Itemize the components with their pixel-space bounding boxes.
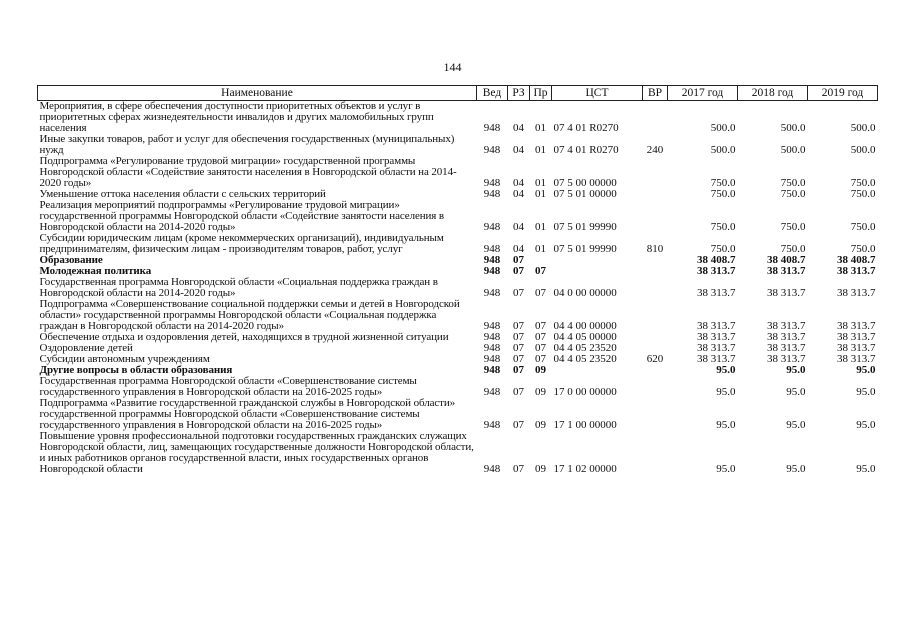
page-number: 144	[443, 60, 462, 74]
cell-pr: 07	[535, 342, 546, 354]
cell-rz: 07	[513, 386, 524, 398]
cell-y2017: 750.0	[710, 177, 736, 189]
table-row	[38, 156, 878, 189]
cell-vr	[643, 299, 668, 332]
cell-cst: 07 5 01 00000	[553, 188, 617, 200]
table-row	[38, 134, 878, 156]
cell-pr: 07	[535, 331, 546, 343]
cell-cst: 04 4 05 00000	[553, 331, 617, 343]
cell-rz: 07	[513, 254, 524, 266]
cell-y2018: 95.0	[786, 364, 806, 376]
cell-name: Иные закупки товаров, работ и услуг для обеспечения государственных (муниципальных) нужд	[39, 133, 455, 156]
table-row	[38, 233, 878, 255]
cell-y2018: 38 313.7	[767, 353, 806, 365]
cell-y2018: 500.0	[780, 122, 806, 134]
cell-y2019: 38 313.7	[837, 342, 876, 354]
cell-rz: 04	[513, 243, 524, 255]
cell-ved: 948	[483, 386, 501, 398]
cell-cst: 04 0 00 00000	[553, 287, 617, 299]
cell-y2018: 750.0	[780, 188, 806, 200]
cell-y2017: 750.0	[710, 188, 736, 200]
header-2017: 2017 год	[668, 86, 738, 101]
cell-cst: 07 4 01 R0270	[553, 144, 619, 156]
cell-y2019: 38 313.7	[837, 353, 876, 365]
cell-rz: 07	[513, 364, 524, 376]
cell-name: Повышение уровня профессиональной подготовки государственных гражданских служащих Новгородской области, лиц, замещающих государственные должности Новгородской области, и иных работников органов государственной власти, иных государственных органов Новгородской области	[39, 430, 474, 475]
cell-name: Государственная программа Новгородской области «Социальная поддержка граждан в Новгородской области на 2014-2020 годы»	[39, 276, 438, 299]
cell-y2018: 750.0	[780, 243, 806, 255]
cell-ved: 948	[483, 144, 501, 156]
cell-y2017: 500.0	[710, 144, 736, 156]
cell-cst: 04 4 05 23520	[553, 353, 617, 365]
table-row	[38, 101, 878, 135]
cell-ved: 948	[483, 463, 501, 475]
cell-y2017: 38 313.7	[697, 342, 736, 354]
cell-ved: 948	[483, 419, 501, 431]
cell-y2019: 95.0	[856, 419, 876, 431]
cell-y2017: 750.0	[710, 221, 736, 233]
cell-y2019: 750.0	[850, 177, 876, 189]
cell-name: Оздоровление детей	[39, 342, 133, 354]
cell-y2017: 95.0	[716, 419, 736, 431]
cell-pr: 09	[535, 364, 546, 376]
cell-rz: 07	[513, 342, 524, 354]
cell-ved: 948	[483, 243, 501, 255]
cell-rz: 07	[513, 463, 524, 475]
cell-y2017: 95.0	[716, 463, 736, 475]
cell-y2019: 500.0	[850, 144, 876, 156]
cell-vr	[643, 266, 668, 277]
budget-table	[37, 85, 878, 475]
cell-name: Другие вопросы в области образования	[39, 364, 233, 376]
cell-rz: 04	[513, 144, 524, 156]
cell-y2019: 38 313.7	[837, 320, 876, 332]
cell-y2017: 500.0	[710, 122, 736, 134]
cell-y2017: 38 313.7	[697, 353, 736, 365]
cell-y2017: 95.0	[716, 364, 736, 376]
cell-cst: 07 5 00 00000	[553, 177, 617, 189]
cell-name: Реализация мероприятий подпрограммы «Регулирование трудовой миграции» государственной программы Новгородской области «Содействие занятости населения в Новгородской области на 2014-2020 годы»	[39, 199, 445, 233]
cell-vr	[643, 156, 668, 189]
cell-rz: 04	[513, 177, 524, 189]
cell-name: Подпрограмма «Регулирование трудовой миграции» государственной программы Новгородской области «Содействие занятости населения в Новгородской области на 2014-2020 годы»	[39, 155, 457, 189]
cell-vr: 240	[646, 144, 664, 156]
cell-name: Субсидии автономным учреждениям	[39, 353, 210, 365]
header-pr: Пр	[530, 86, 552, 101]
cell-pr: 01	[535, 188, 546, 200]
header-name: Наименование	[38, 86, 477, 101]
cell-cst: 17 0 00 00000	[553, 386, 617, 398]
cell-pr: 07	[535, 287, 546, 299]
cell-y2019: 38 408.7	[837, 254, 876, 266]
cell-vr	[643, 101, 668, 135]
cell-y2018: 38 313.7	[767, 320, 806, 332]
header-cst: ЦСТ	[552, 86, 643, 101]
table-body	[38, 101, 878, 476]
header-rz: РЗ	[508, 86, 530, 101]
cell-vr	[643, 376, 668, 398]
cell-y2019: 750.0	[850, 243, 876, 255]
cell-y2019: 38 313.7	[837, 287, 876, 299]
cell-ved: 948	[483, 331, 501, 343]
cell-name: Обеспечение отдыха и оздоровления детей, находящихся в трудной жизненной ситуации	[39, 331, 449, 343]
cell-ved: 948	[483, 364, 501, 376]
cell-vr	[643, 332, 668, 343]
cell-rz: 07	[513, 265, 524, 277]
cell-y2018: 95.0	[786, 463, 806, 475]
cell-y2019: 95.0	[856, 463, 876, 475]
cell-name: Подпрограмма «Развитие государственной гражданской службы в Новгородской области» государственной программы Новгородской области «Совершенствование системы государственного управления в Новгородской области на 2016-2025 годы»	[39, 397, 456, 431]
cell-pr: 01	[535, 144, 546, 156]
cell-cst: 17 1 02 00000	[553, 463, 617, 475]
cell-rz: 04	[513, 122, 524, 134]
cell-y2019: 95.0	[856, 386, 876, 398]
header-ved: Вед	[477, 86, 508, 101]
cell-y2018: 750.0	[780, 221, 806, 233]
table-row	[38, 255, 878, 266]
table-row	[38, 376, 878, 398]
cell-name: Молодежная политика	[39, 265, 152, 277]
cell-pr: 01	[535, 177, 546, 189]
cell-name: Мероприятия, в сфере обеспечения доступности приоритетных объектов и услуг в приоритетных сферах жизнедеятельности инвалидов и других маломобильных групп населения	[39, 100, 434, 134]
cell-y2018: 38 313.7	[767, 265, 806, 277]
cell-cst: 04 4 00 00000	[553, 320, 617, 332]
cell-ved: 948	[483, 188, 501, 200]
cell-y2018: 750.0	[780, 177, 806, 189]
cell-y2018: 95.0	[786, 386, 806, 398]
table-header-row	[38, 86, 878, 101]
cell-vr	[643, 200, 668, 233]
cell-y2019: 500.0	[850, 122, 876, 134]
cell-vr	[643, 255, 668, 266]
cell-vr	[643, 398, 668, 431]
cell-cst: 17 1 00 00000	[553, 419, 617, 431]
cell-y2017: 38 408.7	[697, 254, 736, 266]
cell-ved: 948	[483, 122, 501, 134]
cell-ved: 948	[483, 265, 501, 277]
cell-y2018: 38 313.7	[767, 331, 806, 343]
cell-pr: 09	[535, 463, 546, 475]
cell-rz: 07	[513, 287, 524, 299]
cell-pr: 07	[535, 265, 546, 277]
cell-y2018: 38 313.7	[767, 342, 806, 354]
header-2018: 2018 год	[738, 86, 808, 101]
cell-ved: 948	[483, 353, 501, 365]
cell-y2018: 38 408.7	[767, 254, 806, 266]
cell-name: Подпрограмма «Совершенствование социальной поддержки семьи и детей в Новгородской области» государственной программы Новгородской области «Социальная поддержка граждан в Новгородской области на 2014-2020 годы»	[39, 298, 460, 332]
cell-pr: 09	[535, 386, 546, 398]
cell-ved: 948	[483, 342, 501, 354]
cell-y2017: 38 313.7	[697, 331, 736, 343]
cell-rz: 04	[513, 221, 524, 233]
cell-y2019: 38 313.7	[837, 265, 876, 277]
cell-name: Субсидии юридическим лицам (кроме некоммерческих организаций), индивидуальным предпринимателям, физическим лицам - производителям товаров, работ, услуг	[39, 232, 444, 255]
cell-name: Образование	[39, 254, 103, 266]
cell-vr	[643, 189, 668, 200]
cell-pr: 01	[535, 221, 546, 233]
cell-y2019: 38 313.7	[837, 331, 876, 343]
table-row	[38, 200, 878, 233]
cell-ved: 948	[483, 287, 501, 299]
cell-rz: 07	[513, 320, 524, 332]
cell-vr	[643, 431, 668, 475]
cell-rz: 07	[513, 353, 524, 365]
cell-y2019: 750.0	[850, 188, 876, 200]
cell-cst	[552, 266, 643, 277]
cell-vr: 620	[646, 353, 664, 365]
cell-cst	[552, 255, 643, 266]
cell-ved: 948	[483, 177, 501, 189]
cell-y2018: 38 313.7	[767, 287, 806, 299]
cell-y2017: 95.0	[716, 386, 736, 398]
cell-y2019: 95.0	[856, 364, 876, 376]
cell-ved: 948	[483, 221, 501, 233]
cell-cst: 04 4 05 23520	[553, 342, 617, 354]
table-row	[38, 299, 878, 332]
cell-ved: 948	[483, 320, 501, 332]
cell-y2017: 38 313.7	[697, 320, 736, 332]
cell-rz: 07	[513, 419, 524, 431]
cell-pr: 01	[535, 122, 546, 134]
cell-y2018: 500.0	[780, 144, 806, 156]
cell-pr: 09	[535, 419, 546, 431]
cell-rz: 07	[513, 331, 524, 343]
table-row	[38, 398, 878, 431]
cell-pr: 01	[535, 243, 546, 255]
header-2019: 2019 год	[808, 86, 878, 101]
cell-cst: 07 5 01 99990	[553, 221, 617, 233]
cell-cst: 07 5 01 99990	[553, 243, 617, 255]
cell-y2017: 38 313.7	[697, 287, 736, 299]
table-row	[38, 332, 878, 343]
cell-vr	[643, 277, 668, 299]
cell-vr	[643, 365, 668, 376]
cell-y2017: 38 313.7	[697, 265, 736, 277]
cell-rz: 04	[513, 188, 524, 200]
cell-vr: 810	[646, 243, 664, 255]
cell-name: Уменьшение оттока населения области с сельских территорий	[39, 188, 326, 200]
cell-ved: 948	[483, 254, 501, 266]
cell-pr: 07	[535, 320, 546, 332]
cell-y2019: 750.0	[850, 221, 876, 233]
table-row	[38, 277, 878, 299]
cell-name: Государственная программа Новгородской области «Совершенствование системы государственного управления в Новгородской области на 2016-2025 годы»	[39, 375, 417, 398]
header-vr: ВР	[643, 86, 668, 101]
cell-y2018: 95.0	[786, 419, 806, 431]
table-row	[38, 431, 878, 475]
cell-cst: 07 4 01 R0270	[553, 122, 619, 134]
cell-y2017: 750.0	[710, 243, 736, 255]
cell-pr: 07	[535, 353, 546, 365]
cell-cst	[552, 365, 643, 376]
